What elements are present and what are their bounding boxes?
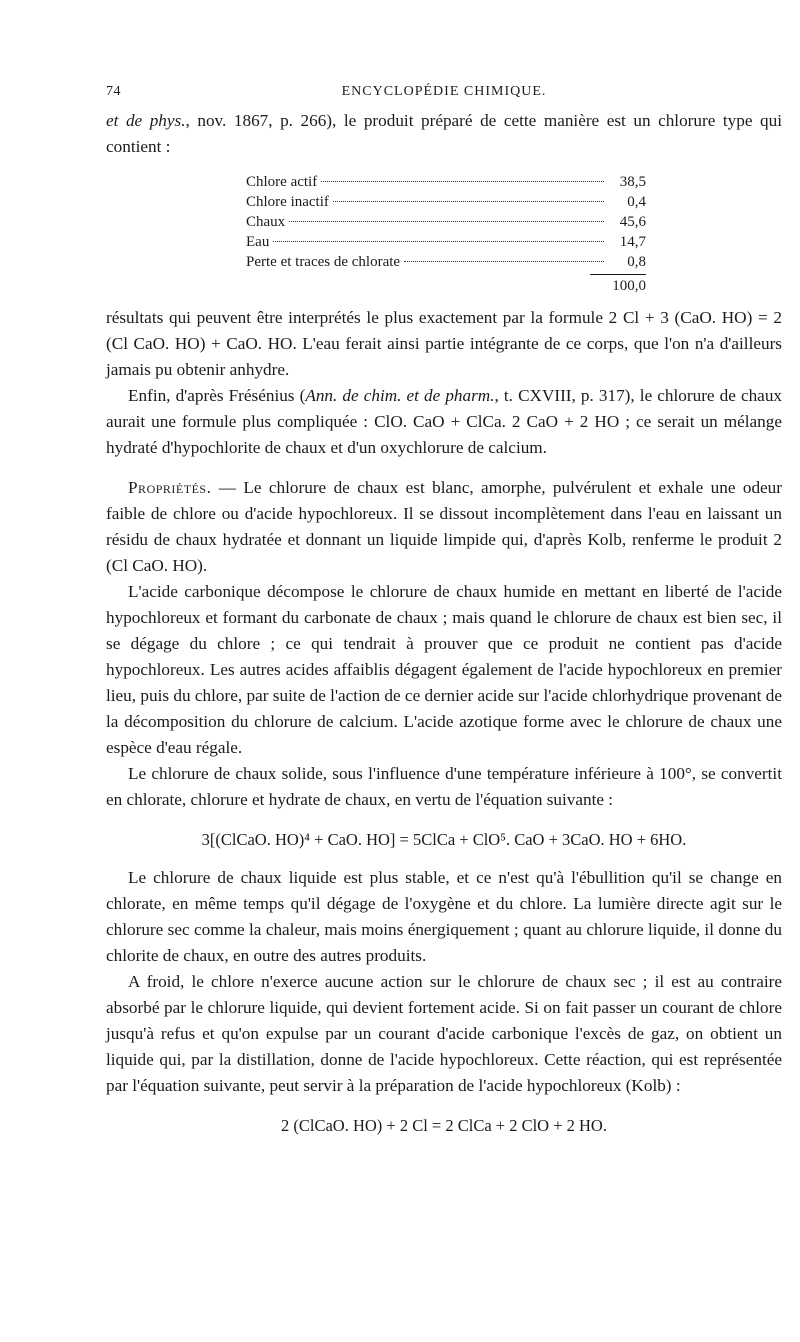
- properties-text: — Le chlorure de chaux est blanc, amorphe, pulvérulent et exhale une odeur faible de chlore ou d'acide hypochloreux. Il se dissout incomplètement dans l'eau en laissant un résidu de chaux hydratée et donnant un liquide limpide qui, d'après Kolb, renferme le produit 2 (Cl CaO. HO).: [106, 478, 782, 575]
- equation-hypochlorous: 2 (ClCaO. HO) + 2 Cl = 2 ClCa + 2 ClO + 2 HO.: [281, 1116, 607, 1135]
- journal-reference: et de phys.: [106, 111, 186, 130]
- intro-text: , nov. 1867, p. 266), le produit préparé de cette manière est un chlorure type qui contient :: [106, 111, 782, 156]
- page-number: 74: [106, 84, 121, 99]
- liquid-chloride-paragraph: Le chlorure de chaux liquide est plus stable, et ce n'est qu'à l'ébullition qu'il se change en chlorate, en même temps qu'il dégage de l'oxygène et du chlore. La lumière directe agit sur le chlorure sec comme la chaleur, mais moins énergiquement ; quant au chlorure liquide, il donne du chlorite de chaux, en outre des autres produits.: [106, 868, 782, 965]
- dot-leader: [273, 241, 604, 242]
- composition-value: 45,6: [619, 214, 646, 230]
- fresenius-paragraph: [106, 383, 782, 461]
- composition-value: 0,4: [627, 194, 646, 210]
- dot-leader: [321, 181, 604, 182]
- fresenius-text-after: , t. CXVIII, p. 317), le chlorure de chaux aurait une formule plus compliquée : ClO. CaO + ClCa. 2 CaO + 2 HO ; ce serait un mélange hydraté d'hypochlorite de chaux et d'un oxychlorure de calcium.: [106, 386, 783, 457]
- composition-row: [246, 252, 646, 272]
- composition-label: Chlore actif: [246, 174, 318, 190]
- composition-row: [246, 212, 646, 232]
- running-title: ENCYCLOPÉDIE CHIMIQUE.: [341, 84, 547, 99]
- dot-leader: [333, 201, 604, 202]
- intro-paragraph: [106, 108, 782, 160]
- composition-label: Eau: [246, 234, 270, 250]
- solid-chloride-paragraph: Le chlorure de chaux solide, sous l'influence d'une température inférieure à 100°, se convertit en chlorate, chlorure et hydrate de chaux, en vertu de l'équation suivante :: [106, 764, 782, 809]
- composition-row: [246, 172, 646, 192]
- composition-value: 38,5: [619, 174, 646, 190]
- composition-total: 100,0: [612, 278, 646, 294]
- dot-leader: [289, 221, 604, 222]
- composition-label: Chlore inactif: [246, 194, 329, 210]
- fresenius-text-before: Enfin, d'après Frésénius (: [128, 386, 306, 405]
- composition-value: 0,8: [627, 254, 646, 270]
- composition-label: Chaux: [246, 214, 286, 230]
- running-header: [106, 84, 782, 108]
- dot-leader: [404, 261, 604, 262]
- journal-reference: Ann. de chim. et de pharm.: [305, 386, 495, 405]
- composition-row: [246, 232, 646, 252]
- composition-label: Perte et traces de chlorate: [246, 254, 401, 270]
- composition-row: [246, 192, 646, 212]
- formula-paragraph: résultats qui peuvent être interprétés le plus exactement par la formule 2 Cl + 3 (CaO. HO) = 2 (Cl CaO. HO) + CaO. HO. L'eau ferait ainsi partie intégrante de ce corps, que l'on n'a d'ailleurs jamais pu obtenir anhydre.: [106, 308, 782, 379]
- page: [106, 84, 782, 1151]
- equation-chlorate: 3[(ClCaO. HO)⁴ + CaO. HO] = 5ClCa + ClO⁵. CaO + 3CaO. HO + 6HO.: [201, 830, 687, 849]
- composition-table: [246, 172, 646, 297]
- properties-paragraph: [106, 475, 782, 579]
- composition-value: 14,7: [619, 234, 646, 250]
- section-heading: Propriétés.: [128, 478, 212, 497]
- cold-chlorine-paragraph: A froid, le chlore n'exerce aucune action sur le chlorure de chaux sec ; il est au contraire absorbé par le chlorure liquide, qui devient fortement acide. Si on fait passer un courant de chlore jusqu'à refus et qu'on expulse par un courant d'acide carbonique l'excès de gaz, on obtient un liquide qui, par la distillation, donne de l'acide hypochloreux. Cette réaction, qui est représentée par l'équation suivante, peut servir à la préparation de l'acide hypochloreux (Kolb) :: [106, 972, 782, 1095]
- carbonic-acid-paragraph: L'acide carbonique décompose le chlorure de chaux humide en mettant en liberté de l'acide hypochloreux et formant du carbonate de chaux ; mais quand le chlorure de chaux est bien sec, il se dégage du chlore ; ce qui tendrait à prouver que ce produit ne contient pas d'acide hypochloreux. Les autres acides affaiblis dégagent également de l'acide hypochloreux en premier lieu, puis du chlore, par suite de l'action de ce dernier acide sur l'acide chlorhydrique provenant de la décomposition du chlorure de calcium. L'acide azotique forme avec le chlorure de chaux une espèce d'eau régale.: [106, 582, 782, 757]
- section-gap: [106, 461, 782, 475]
